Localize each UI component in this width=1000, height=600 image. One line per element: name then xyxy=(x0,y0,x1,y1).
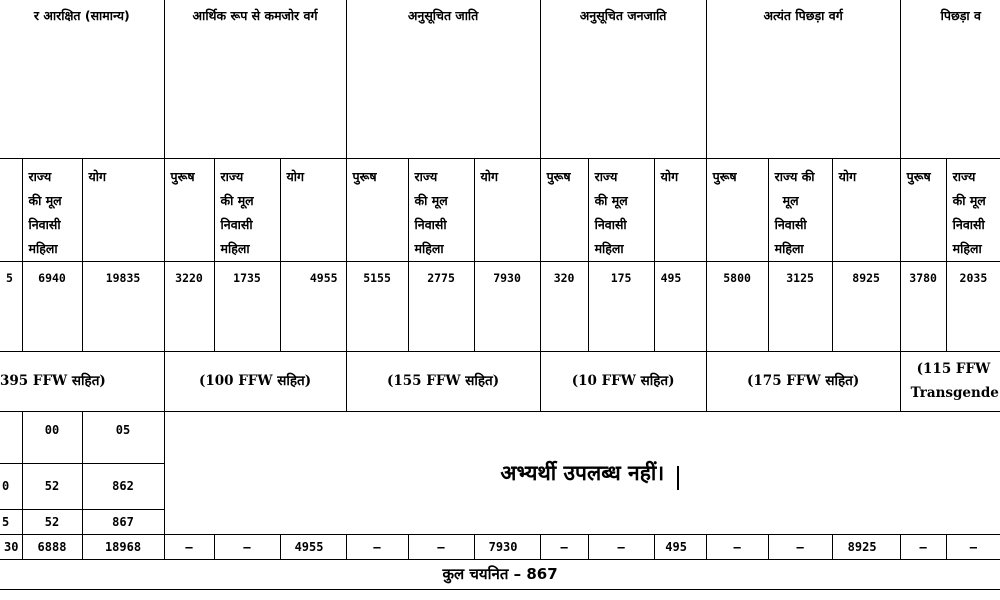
total-cell: – xyxy=(164,534,214,559)
total-cell: – xyxy=(214,534,280,559)
vacancy-cell: 19835 xyxy=(82,261,164,351)
total-cell: – xyxy=(900,534,946,559)
result-cell: 00 xyxy=(22,411,82,463)
subheader-yog: योग xyxy=(280,158,346,261)
total-selected: कुल चयनित – 867 xyxy=(0,559,1000,589)
result-cell: 52 xyxy=(22,463,82,509)
total-cell: 18968 xyxy=(82,534,164,559)
header-bc: पिछड़ा व xyxy=(900,0,1000,158)
vacancy-cell: 495 xyxy=(654,261,706,351)
subheader-purush: पुरूष xyxy=(164,158,214,261)
total-cell: 495 xyxy=(654,534,706,559)
vacancy-cell: 2775 xyxy=(408,261,474,351)
vacancy-cell: 3220 xyxy=(164,261,214,351)
total-cell: – xyxy=(346,534,408,559)
subheader-purush: पुरूष xyxy=(706,158,768,261)
total-cell: 30 xyxy=(0,534,22,559)
subheader-purush xyxy=(0,158,22,261)
totals-row xyxy=(0,534,1000,559)
ffw-ews: (100 FFW सहित) xyxy=(164,351,346,411)
result-cell: 0 xyxy=(0,463,22,509)
total-cell: – xyxy=(946,534,1000,559)
header-sc: अनुसूचित जाति xyxy=(346,0,540,158)
subheader-rajya: राज्य की मूल निवासी महिला xyxy=(946,158,1000,261)
result-cell: 52 xyxy=(22,509,82,534)
total-cell: – xyxy=(768,534,832,559)
header-general: र आरक्षित (सामान्य) xyxy=(0,0,164,158)
vacancy-cell: 5 xyxy=(0,261,22,351)
result-row xyxy=(0,411,1000,463)
ffw-bc: (115 FFW Transgende xyxy=(900,351,1000,411)
vacancy-cell: 5800 xyxy=(706,261,768,351)
subheader-yog: योग xyxy=(832,158,900,261)
total-cell: – xyxy=(408,534,474,559)
vacancy-cell: 2035 xyxy=(946,261,1000,351)
header-ews: आर्थिक रूप से कमजोर वर्ग xyxy=(164,0,346,158)
result-cell: 5 xyxy=(0,509,22,534)
subheader-yog: योग xyxy=(474,158,540,261)
result-cell xyxy=(0,411,22,463)
footer-row xyxy=(0,559,1000,589)
vacancy-cell: 175 xyxy=(588,261,654,351)
subheader-yog: योग xyxy=(654,158,706,261)
vacancy-cell: 7930 xyxy=(474,261,540,351)
header-st: अनुसूचित जनजाति xyxy=(540,0,706,158)
vacancy-cell: 3780 xyxy=(900,261,946,351)
result-cell: 862 xyxy=(82,463,164,509)
total-cell: – xyxy=(588,534,654,559)
total-cell: 6888 xyxy=(22,534,82,559)
total-cell: 8925 xyxy=(832,534,900,559)
vacancy-cell: 1735 xyxy=(214,261,280,351)
text-cursor xyxy=(677,466,679,490)
ffw-st: (10 FFW सहित) xyxy=(540,351,706,411)
subheader-rajya: राज्य की मूल निवासी महिला xyxy=(214,158,280,261)
total-cell: 4955 xyxy=(280,534,346,559)
no-candidate-message: अभ्यर्थी उपलब्ध नहीं। xyxy=(164,411,1000,534)
subheader-rajya: राज्य की मूल निवासी महिला xyxy=(588,158,654,261)
vacancy-cell: 3125 xyxy=(768,261,832,351)
subheader-rajya: राज्य की मूल निवासी महिला xyxy=(22,158,82,261)
vacancy-row xyxy=(0,261,1000,351)
vacancy-cell: 320 xyxy=(540,261,588,351)
ffw-sc: (155 FFW सहित) xyxy=(346,351,540,411)
header-ebc: अत्यंत पिछड़ा वर्ग xyxy=(706,0,900,158)
category-header-row xyxy=(0,0,1000,158)
subheader-rajya: राज्य की मूल निवासी महिला xyxy=(408,158,474,261)
ffw-general: 395 FFW सहित) xyxy=(0,351,164,411)
vacancy-cell: 5155 xyxy=(346,261,408,351)
subheader-row xyxy=(0,158,1000,261)
result-cell: 867 xyxy=(82,509,164,534)
subheader-purush: पुरूष xyxy=(346,158,408,261)
subheader-purush: पुरूष xyxy=(900,158,946,261)
ffw-row xyxy=(0,351,1000,411)
subheader-rajya: राज्य की मूल निवासी महिला xyxy=(768,158,832,261)
vacancy-cell: 4955 xyxy=(280,261,346,351)
total-cell: 7930 xyxy=(474,534,540,559)
vacancy-cell: 8925 xyxy=(832,261,900,351)
total-cell: – xyxy=(540,534,588,559)
vacancy-cell: 6940 xyxy=(22,261,82,351)
result-cell: 05 xyxy=(82,411,164,463)
total-cell: – xyxy=(706,534,768,559)
ffw-ebc: (175 FFW सहित) xyxy=(706,351,900,411)
subheader-purush: पुरूष xyxy=(540,158,588,261)
subheader-yog: योग xyxy=(82,158,164,261)
